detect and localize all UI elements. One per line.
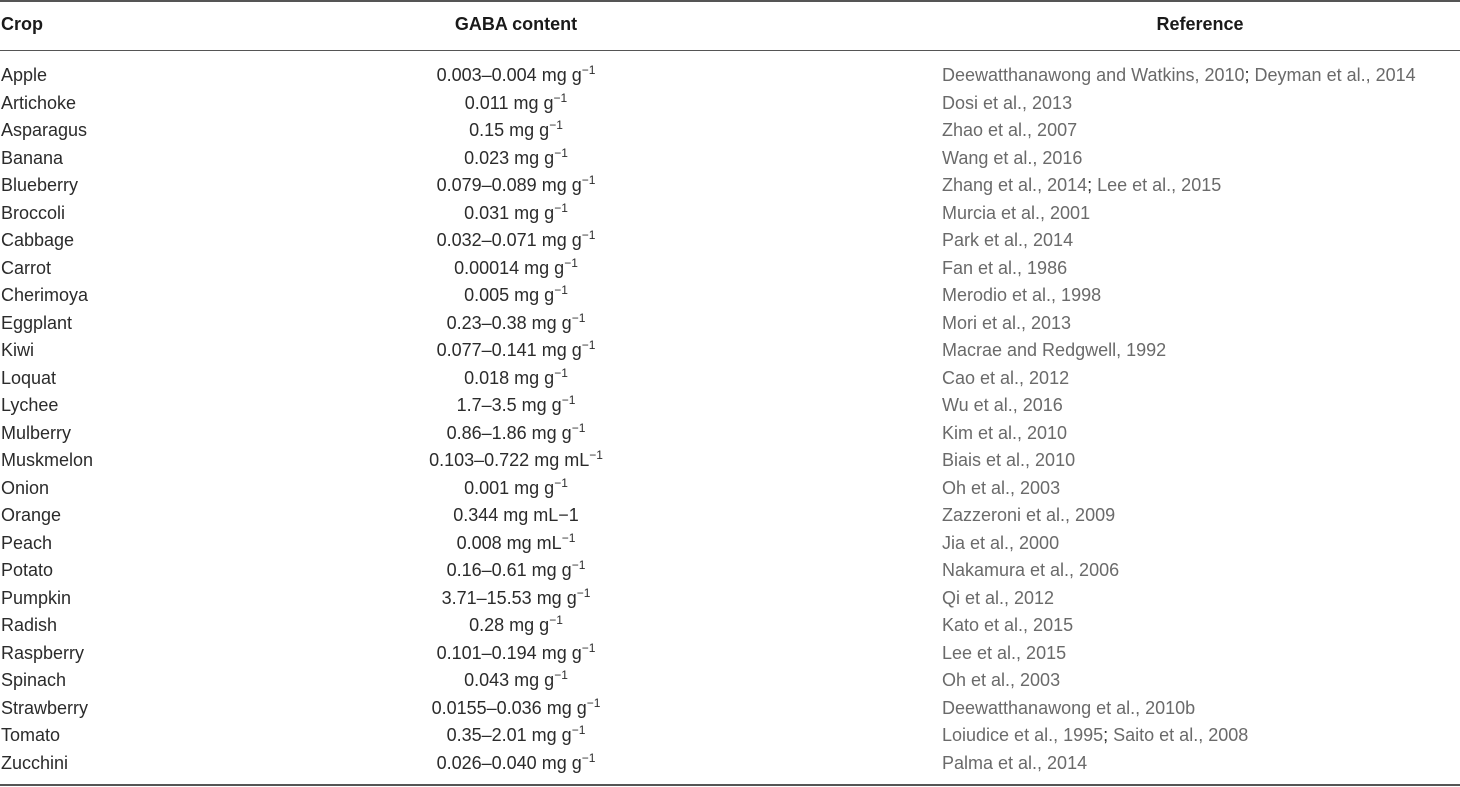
reference-citation: Oh et al., 2003: [942, 477, 1061, 498]
gaba-unit-exponent: −1: [554, 283, 568, 297]
table-row: [0, 585, 1460, 613]
crop-cell: Blueberry: [1, 175, 79, 195]
gaba-unit-exponent: −1: [571, 420, 586, 435]
crop-cell: Broccoli: [1, 202, 66, 223]
gaba-value: 0.344 mg mL−1: [453, 505, 579, 525]
header-crop: Crop: [1, 14, 43, 34]
table-row: [0, 502, 1460, 530]
gaba-value: 0.043 mg g: [464, 670, 555, 690]
reference-cell: [942, 615, 1073, 636]
crop-cell: Lychee: [1, 395, 59, 415]
gaba-unit-exponent: −1: [564, 255, 578, 270]
gaba-value: 0.28 mg g: [469, 615, 550, 635]
crop-cell: Apple: [1, 65, 48, 85]
crop-cell: Mulberry: [1, 422, 72, 443]
table-row: [0, 695, 1460, 723]
reference-cell: [942, 395, 1063, 416]
reference-citation: Lee et al., 2015: [1097, 175, 1222, 195]
reference-cell: [942, 93, 1072, 114]
gaba-value: 0.023 mg g: [464, 147, 555, 168]
table-header-row: Crop GABA content Reference: [1, 14, 1244, 34]
gaba-unit-exponent: −1: [554, 668, 568, 682]
table-row: [0, 557, 1460, 585]
reference-cell: [942, 560, 1119, 581]
table-row: [0, 62, 1460, 90]
reference-citation: Biais et al., 2010: [942, 450, 1076, 470]
gaba-value: 0.16–0.61 mg g: [446, 560, 572, 580]
table-header-rule: [0, 50, 1460, 51]
gaba-value: 0.001 mg g: [464, 477, 555, 498]
reference-cell: [942, 368, 1069, 389]
reference-cell: [942, 203, 1090, 224]
gaba-value: 0.003–0.004 mg g: [436, 65, 582, 85]
crop-cell: Muskmelon: [1, 450, 94, 470]
gaba-value: 0.011 mg g: [464, 92, 554, 113]
table-row: [0, 722, 1460, 750]
reference-citation: Qi et al., 2012: [942, 587, 1055, 608]
gaba-unit-exponent: −1: [561, 530, 576, 545]
gaba-unit-exponent: −1: [581, 640, 596, 655]
gaba-unit-exponent: −1: [589, 448, 603, 462]
reference-citation: Palma et al., 2014: [942, 752, 1088, 773]
reference-cell: [942, 753, 1087, 774]
gaba-value: 0.032–0.071 mg g: [436, 230, 582, 250]
crop-cell: Kiwi: [1, 340, 35, 360]
gaba-unit-exponent: −1: [549, 613, 563, 627]
crop-cell: Carrot: [1, 257, 52, 278]
reference-cell: [942, 505, 1115, 526]
reference-citation: Loiudice et al., 1995: [942, 725, 1104, 745]
crop-cell: Raspberry: [1, 642, 85, 663]
reference-citation: Merodio et al., 1998: [942, 285, 1102, 305]
gaba-value: 0.0155–0.036 mg g: [431, 697, 587, 718]
reference-citation: Murcia et al., 2001: [942, 202, 1091, 223]
gaba-value: 0.077–0.141 mg g: [436, 340, 582, 360]
gaba-value: 0.005 mg g: [464, 285, 555, 305]
table-body: [0, 62, 1460, 777]
crop-cell: Peach: [1, 532, 53, 553]
reference-cell: [942, 120, 1077, 141]
reference-citation: Oh et al., 2003: [942, 670, 1061, 690]
reference-citation: Mori et al., 2013: [942, 312, 1072, 333]
reference-citation: Nakamura et al., 2006: [942, 560, 1120, 580]
reference-citation: Dosi et al., 2013: [942, 92, 1073, 113]
crop-cell: Orange: [1, 505, 62, 525]
reference-citation: Jia et al., 2000: [942, 532, 1060, 553]
reference-cell: [942, 588, 1054, 609]
gaba-value: 0.35–2.01 mg g: [446, 725, 572, 745]
gaba-value: 0.008 mg mL: [456, 532, 562, 553]
gaba-value: 0.23–0.38 mg g: [446, 312, 572, 333]
crop-cell: Radish: [1, 615, 58, 635]
reference-cell: [942, 670, 1060, 691]
crop-cell: Cherimoya: [1, 285, 89, 305]
gaba-unit-exponent: −1: [554, 475, 568, 490]
reference-cell: [942, 285, 1101, 306]
gaba-unit-exponent: −1: [561, 393, 576, 407]
gaba-unit-exponent: −1: [581, 750, 596, 765]
crop-cell: Eggplant: [1, 312, 73, 333]
table-row: [0, 117, 1460, 145]
gaba-value: 0.101–0.194 mg g: [436, 642, 582, 663]
reference-citation: Deewatthanawong et al., 2010b: [942, 697, 1196, 718]
crop-cell: Tomato: [1, 725, 61, 745]
table-row: [0, 447, 1460, 475]
reference-citation: Zazzeroni et al., 2009: [942, 505, 1116, 525]
table-row: [0, 475, 1460, 503]
gaba-unit-exponent: −1: [581, 173, 596, 187]
reference-cell: [942, 533, 1059, 554]
reference-cell: [942, 725, 1248, 746]
table-row: [0, 145, 1460, 173]
gaba-value: 3.71–15.53 mg g: [441, 587, 577, 608]
table-row: [0, 530, 1460, 558]
reference-citation: Fan et al., 1986: [942, 257, 1068, 278]
crop-cell: Artichoke: [1, 92, 77, 113]
table-row: [0, 392, 1460, 420]
crop-cell: Asparagus: [1, 120, 88, 140]
reference-citation: Kim et al., 2010: [942, 422, 1068, 443]
reference-citation: Kato et al., 2015: [942, 615, 1074, 635]
gaba-unit-exponent: −1: [581, 338, 596, 352]
reference-citation: Cao et al., 2012: [942, 367, 1070, 388]
gaba-value: 0.15 mg g: [469, 120, 550, 140]
table-row: [0, 640, 1460, 668]
table-row: [0, 420, 1460, 448]
crop-cell: Strawberry: [1, 697, 89, 718]
reference-separator: ;: [1087, 175, 1098, 195]
reference-separator: ;: [1244, 65, 1255, 85]
table-row: [0, 227, 1460, 255]
reference-cell: [942, 340, 1166, 361]
reference-citation: Saito et al., 2008: [1113, 725, 1249, 745]
crop-cell: Cabbage: [1, 230, 75, 250]
table-row: [0, 255, 1460, 283]
crop-cell: Loquat: [1, 367, 57, 388]
gaba-value: 0.00014 mg g: [454, 257, 565, 278]
gaba-unit-exponent: −1: [553, 90, 568, 105]
crop-cell: Banana: [1, 147, 64, 168]
gaba-unit-exponent: −1: [581, 63, 596, 77]
reference-citation: Park et al., 2014: [942, 230, 1074, 250]
gaba-unit-exponent: −1: [576, 585, 591, 600]
crop-cell: Spinach: [1, 670, 67, 690]
table-row: [0, 282, 1460, 310]
table-bottom-rule: [0, 784, 1460, 786]
table-row: [0, 612, 1460, 640]
gaba-unit-exponent: −1: [549, 118, 563, 132]
reference-citation: Wu et al., 2016: [942, 395, 1063, 415]
gaba-value: 0.018 mg g: [464, 367, 555, 388]
gaba-value: 0.079–0.089 mg g: [436, 175, 582, 195]
reference-citation: Macrae and Redgwell, 1992: [942, 340, 1167, 360]
gaba-unit-exponent: −1: [571, 310, 586, 325]
table-row: [0, 337, 1460, 365]
gaba-value: 0.031 mg g: [464, 202, 555, 223]
table-row: [0, 90, 1460, 118]
reference-separator: ;: [1103, 725, 1114, 745]
gaba-unit-exponent: −1: [571, 723, 586, 737]
crop-cell: Onion: [1, 477, 50, 498]
reference-cell: [942, 258, 1067, 279]
gaba-value: 0.86–1.86 mg g: [446, 422, 572, 443]
table-row: [0, 200, 1460, 228]
reference-cell: [942, 478, 1060, 499]
gaba-value: 0.026–0.040 mg g: [436, 752, 582, 773]
reference-cell: [942, 313, 1071, 334]
table-row: [0, 750, 1460, 778]
table-row: [0, 667, 1460, 695]
crop-cell: Zucchini: [1, 752, 69, 773]
reference-cell: [942, 423, 1067, 444]
gaba-value: 1.7–3.5 mg g: [456, 395, 562, 415]
reference-cell: [942, 450, 1075, 471]
reference-cell: [942, 698, 1195, 719]
gaba-unit-exponent: −1: [581, 228, 596, 242]
reference-cell: [942, 65, 1416, 86]
reference-cell: [942, 148, 1082, 169]
gaba-value: 0.103–0.722 mg mL: [429, 450, 590, 470]
reference-citation: Deewatthanawong and Watkins, 2010: [942, 65, 1245, 85]
table-row: [0, 310, 1460, 338]
reference-citation: Deyman et al., 2014: [1254, 65, 1416, 85]
gaba-unit-exponent: −1: [554, 200, 568, 215]
crop-cell: Pumpkin: [1, 587, 72, 608]
reference-citation: Wang et al., 2016: [942, 147, 1083, 168]
reference-citation: Lee et al., 2015: [942, 642, 1067, 663]
table-row: [0, 172, 1460, 200]
reference-cell: [942, 643, 1066, 664]
gaba-unit-exponent: −1: [554, 145, 568, 160]
reference-citation: Zhao et al., 2007: [942, 120, 1078, 140]
crop-cell: Potato: [1, 560, 54, 580]
reference-cell: [942, 230, 1073, 251]
reference-cell: [942, 175, 1221, 196]
gaba-unit-exponent: −1: [554, 365, 568, 380]
gaba-unit-exponent: −1: [571, 558, 586, 572]
table-row: [0, 365, 1460, 393]
reference-citation: Zhang et al., 2014: [942, 175, 1088, 195]
gaba-unit-exponent: −1: [586, 695, 601, 710]
